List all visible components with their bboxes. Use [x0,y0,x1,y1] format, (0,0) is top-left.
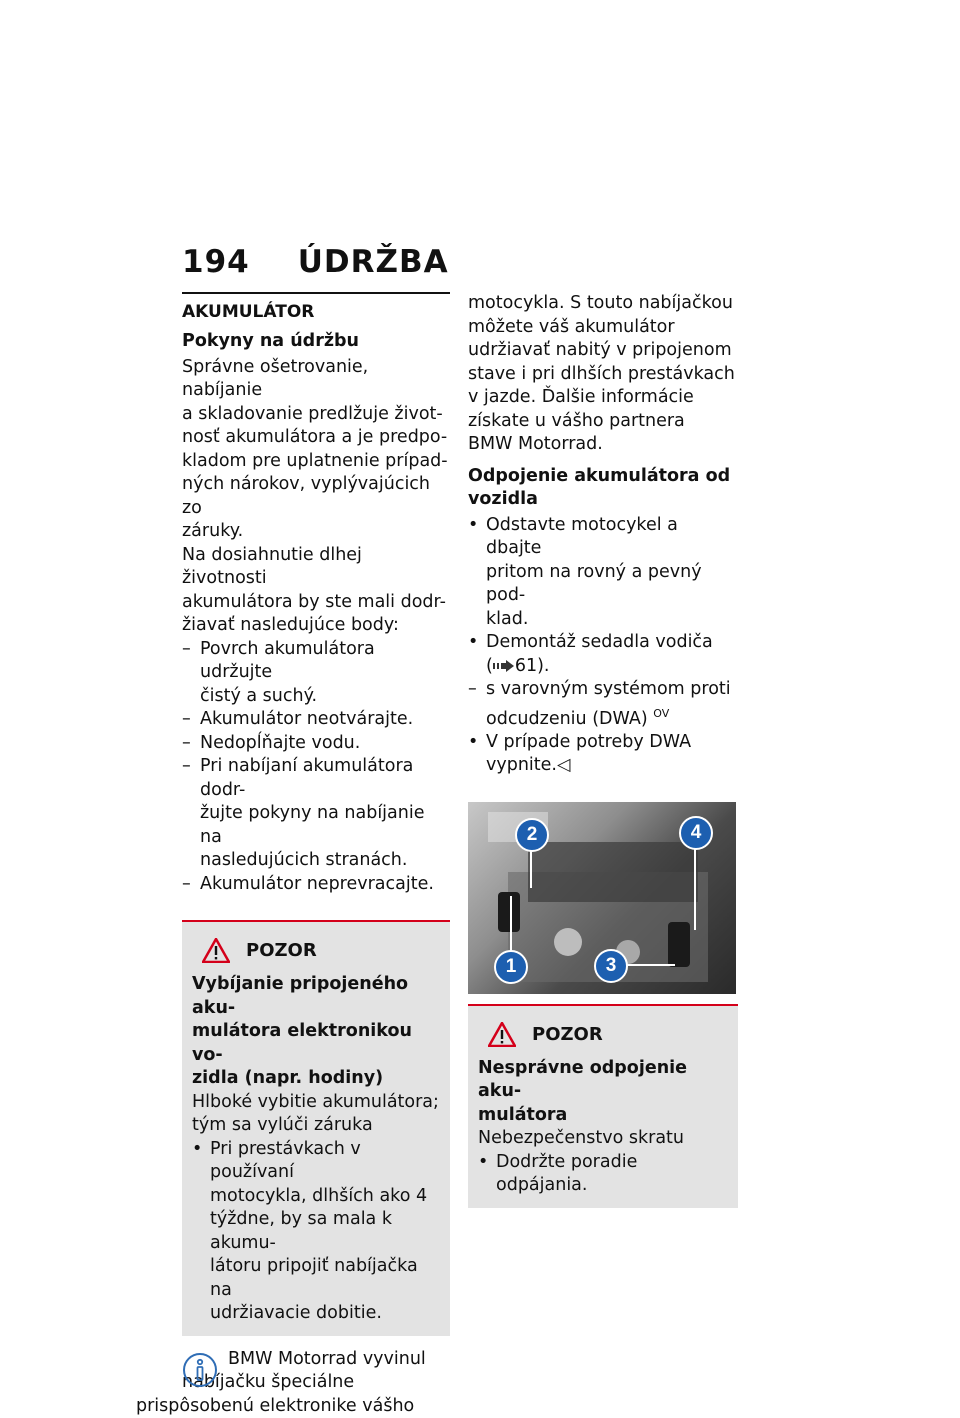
warning-list [478,1151,728,1198]
list-item: – Pri nabíjaní akumulátora dodr- žujte pokyny na nabíjanie na nasledujúcich stranách. [182,755,450,873]
callout-3: 3 [594,949,628,983]
chapter-title: ÚDRŽBA [298,244,449,280]
list-item: • Dodržte poradie odpájania. [478,1151,728,1198]
page-number: 194 [182,244,250,280]
callout-1: 1 [494,950,528,984]
info-block [182,1348,450,1418]
page-reference[interactable]: ( 61). [486,656,550,676]
list-item: • Pri prestávkach v používaní motocykla, dlhších ako 4 týždne, by sa mala k akumu- látoru pripojiť nabíjačka na udržiavacie dobitie. [192,1138,440,1326]
right-column [468,292,738,1220]
paragraph-lifetime: Na dosiahnutie dlhej životnosti akumulátora by ste mali dodr- žiavať nasledujúce body: [182,544,450,638]
left-column [182,292,450,1418]
section-title: AKUMULÁTOR [182,300,450,324]
superscript-ov: OV [653,707,669,720]
info-icon [182,1352,218,1388]
paragraph-care: Správne ošetrovanie, nabíjanie a skladovanie predlžuje život- nosť akumulátora a je predpo- kladom pre uplatnenie prípad- ných nárokov, vyplývajúcich zo záruky. [182,356,450,544]
warning-text: Hlboké vybitie akumulátora; tým sa vylúči záruka [192,1091,440,1138]
list-item: – s varovným systémom proti odcudzeniu (DWA) $^{OV}$ [468,678,738,731]
page-header [182,244,449,280]
info-text: BMW Motorrad vyvinul nabíjačku špeciálne prispôsobenú elektronike vášho [182,1348,450,1418]
steps-list [468,514,738,778]
warning-label: POZOR [532,1023,603,1047]
subheading-disconnect: Odpojenie akumulátora od vozidla [468,465,738,512]
warning-header [478,1022,728,1047]
warning-list [192,1138,440,1326]
warning-header [192,938,440,963]
warning-triangle-icon [202,938,230,963]
list-item: • Odstavte motocykel a dbajte pritom na rovný a pevný pod- klad. [468,514,738,632]
end-mark-icon: ◁ [557,755,570,775]
warning-label: POZOR [246,939,317,963]
subheading-care: Pokyny na údržbu [182,330,450,354]
list-item: – Povrch akumulátora udržujte čistý a suchý. [182,638,450,709]
warning-box-disconnect [468,1004,738,1208]
section-rule [182,292,450,294]
list-item: – Nedopĺňajte vodu. [182,732,450,756]
care-list [182,638,450,897]
warning-title: Nesprávne odpojenie aku- mulátora [478,1057,728,1128]
warning-box [182,920,450,1336]
warning-title: Vybíjanie pripojeného aku- mulátora elektronikou vo- zidla (napr. hodiny) [192,973,440,1091]
warning-text: Nebezpečenstvo skratu [478,1127,728,1151]
warning-triangle-icon [488,1022,516,1047]
arrow-right-icon [493,660,515,672]
callout-4: 4 [679,816,713,850]
paragraph-charger: motocykla. S touto nabíjačkou môžete váš akumulátor udržiavať nabitý v pripojenom stave i pri dlhších prestávkach v jazde. Ďalšie informácie získate u vášho partnera BMW Motorrad. [468,292,738,457]
list-item: – Akumulátor neprevracajte. [182,873,450,897]
list-item: – Akumulátor neotvárajte. [182,708,450,732]
callout-2: 2 [515,818,549,852]
list-item: • Demontáž sedadla vodiča ( 61). [468,631,738,678]
battery-figure [468,802,736,994]
list-item: • V prípade potreby DWA vypnite.◁ [468,731,738,778]
